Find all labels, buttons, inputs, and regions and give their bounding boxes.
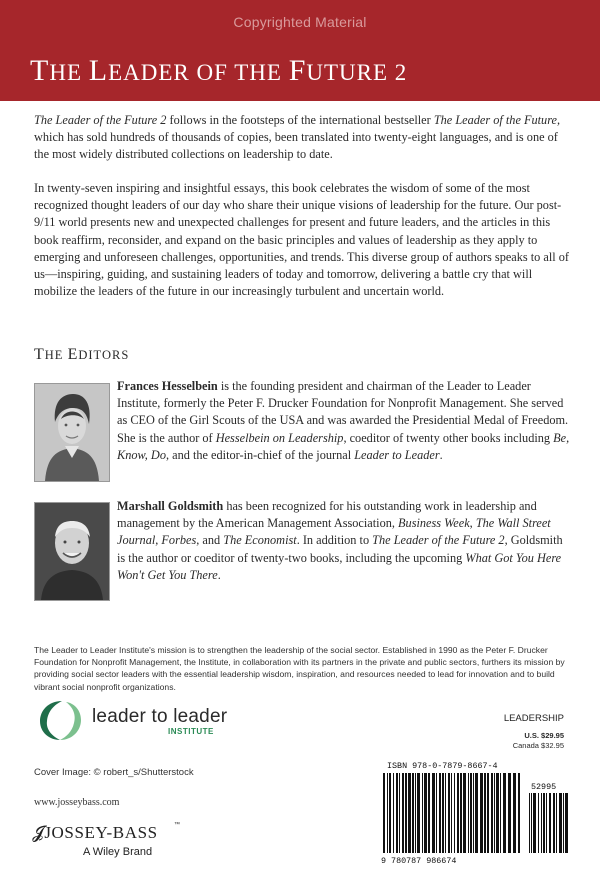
logo-text: leader to leader	[92, 706, 228, 727]
publisher-tagline: A Wiley Brand	[83, 846, 153, 858]
category-label: LEADERSHIP	[503, 713, 564, 724]
hesselbein-bio: Frances Hesselbein is the founding president and chairman of the Leader to Leader Institute, formerly the Peter F. Drucker Foundation for Nonprofit Management. She served as CEO of the Girl Scouts of the USA and was awarded the Presidential Medal of Freedom. She is the author of Hesselbein on Leadership, coeditor of twenty other books including Be, Know, Do, and the editor-in-chief of the journal Leader to Leader.	[117, 379, 570, 462]
ean-number: 9 780787 986674	[381, 856, 457, 866]
logo-subtext: INSTITUTE	[168, 727, 214, 736]
cover-image-credit: Cover Image: © robert_s/Shutterstock	[34, 767, 194, 778]
logo-swirl-icon	[36, 697, 86, 743]
hesselbein-photo	[34, 383, 110, 482]
barcode-addon-number: 52995	[531, 782, 557, 792]
description-paragraph-1: The Leader of the Future 2 follows in the footsteps of the international bestseller The Leader of the Future, which has sold hundreds of thousands of copies, been translated into twenty-eight languages, and is one of the most widely distributed collections on leadership to date.	[34, 113, 561, 162]
goldsmith-bio: Marshall Goldsmith has been recognized for his outstanding work in leadership and management by the American Management Association, Business Week, The Wall Street Journal, Forbes, and The Economist. In addition to The Leader of the Future 2, Goldsmith is the author or coeditor of twenty-two books, including the upcoming What Got You Here Won't Get You There.	[117, 499, 563, 582]
isbn-number: ISBN 978-0-7879-8667-4	[387, 761, 498, 771]
editors-heading: THE EDITORS	[34, 346, 130, 363]
publisher-website: www.josseybass.com	[34, 797, 120, 808]
book-title: THE LEADER OF THE FUTURE 2	[30, 54, 408, 87]
description-paragraph-2: In twenty-seven inspiring and insightful essays, this book celebrates the wisdom of some of the most recognized thought leaders of our day who share their unique visions of leadership for the future. Our post-9/11 world presents new and unexpected challenges for present and future leaders, and the articles in this book reaffirm, reconsider, and expand on the basic principles and values of leadership as they apply to emerging and unforeseen challenges, opportunities, and trends. This diverse group of authors speaks to all of us—inspiring, guiding, and sustaining leaders of today and tomorrow, delivering a battle cry that will mobilize the leaders of the future in our increasingly turbulent and uncertain world.	[34, 181, 570, 299]
watermark: Copyrighted Material	[233, 14, 367, 30]
publisher-trademark: ™	[174, 822, 180, 828]
publisher-logo: 𝓙JOSSEY-BASS	[32, 823, 158, 842]
goldsmith-photo	[34, 502, 110, 601]
header-banner	[0, 0, 600, 101]
price-canada: Canada $32.95	[512, 741, 564, 750]
publisher-mark-icon: 𝓙	[32, 823, 45, 842]
institute-mission: The Leader to Leader Institute's mission is to strengthen the leadership of the social sector. Established in 1990 as the Peter F. Drucker Foundation for Nonprofit Management, the Institute, in collaboration with its partners in the private and public sectors, furthers its mission by providing social sector leaders with the essential leadership wisdom, inspiration, and resources needed to lead for innovation and to build vibrant social nonprofit organizations.	[34, 645, 565, 692]
price-us: U.S. $29.95	[524, 731, 564, 740]
